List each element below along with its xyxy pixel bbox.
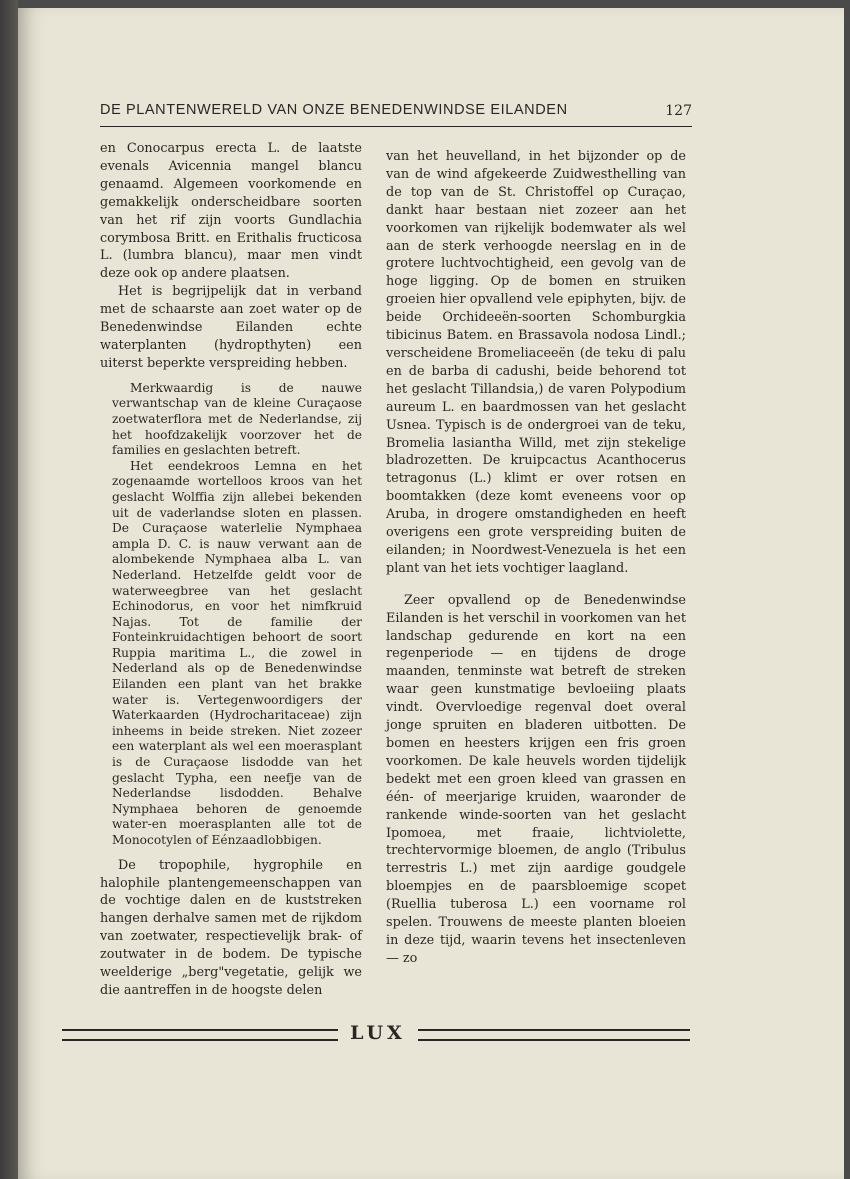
paragraph: Het is begrijpelijk dat in verband met de schaarste aan zoet water op de Benedenwindse Eilanden echte waterplanten (hydropthyten) een uiterst beperkte verspreiding hebben. [100,284,362,371]
header-title: DE PLANTENWERELD VAN ONZE BENEDENWINDSE EILANDEN [100,102,568,118]
paragraph: Het eendekroos Lemna en het zogenaamde wortelloos kroos van het geslacht Wolffia zijn allebei bekenden uit de vaderlandse sloten en plassen. De Curaçaose waterlelie Nymphaea ampla D. C. is nauw verwant aan de alombekende Nymphaea alba L. van Nederland. Hetzelfde geldt voor de waterweegbree van het geslacht Echinodorus, en voor het nimfkruid Najas. Tot de familie der Fonteinkruidachtigen behoort de soort Ruppia maritima L., die zowel in Nederland als op de Benedenwindse Eilanden een plant van het brakke water is. Vertegenwoordigers der Waterkaarden (Hydrocharitaceae) zijn inheems in beide streken. Niet zozeer een waterplant als wel een moerasplant is de Curaçaose lisdodde van het geslacht Typha, een neefje van de Nederlandse lisdodden. Behalve Nymphaea behoren de genoemde water-en moerasplanten alle tot de Monocotylen of Eénzaadlobbigen. [112,458,362,847]
paragraph: Merkwaardig is de nauwe verwantschap van de kleine Curaçaose zoetwaterflora met de Nederlandse, zij het hoofdzakelijk voorzover het de families en geslachten betreft. [112,380,362,458]
paragraph: De tropophile, hygrophile en halophile plantengemeenschappen van de vochtige dalen en de kuststreken hangen derhalve samen met de rijkdom van zoetwater, respectievelijk brak- of zoutwater in de bodem. De typische weelderige „berg"vegetatie, gelijk we die aantreffen in de hoogste delen [100,857,362,998]
footer-ornament [62,1023,690,1047]
page-number: 127 [665,103,692,119]
footer-rule-right [418,1029,690,1041]
running-header [100,100,692,127]
paragraph: Zeer opvallend op de Benedenwindse Eilanden is het verschil in voorkomen van het landschap gedurende en kort na een regenperiode — en tijdens de droge maanden, tenminste wat betreft de streken waar geen kunstmatige bevloeiing plaats vindt. Overvloedige regenval doet overal jonge spruiten en bladeren uitbotten. De bomen en heesters krijgen een fris groen voorkomen. De kale heuvels worden tijdelijk bedekt met een groen kleed van grassen en één- of meerjarige kruiden, waaronder de rankende winde-soorten van het geslacht Ipomoea, met fraaie, lichtviolette, trechtervormige bloemen, de anglo (Tribulus terrestris L.) met zijn aardige goudgele bloempjes en de paarsbloemige scopet (Ruellia tuberosa L.) een voorname rol spelen. Trouwens de meeste planten bloeien in deze tijd, waarin tevens het insectenleven — zo [386,592,686,966]
book-spine [0,0,18,1179]
footer-rule-left [62,1029,338,1041]
left-column [100,140,362,1000]
paragraph: en Conocarpus erecta L. de laatste evenals Avicennia mangel blancu genaamd. Algemeen voorkomende en gemakkelijk onderscheidbare soorten van het rif zijn voorts Gundlachia corymbosa Britt. en Erithalis fructicosa L. (lumbra blancu), maar men vindt deze ook op andere plaatsen. [100,141,362,282]
paragraph: van het heuvelland, in het bijzonder op de van de wind afgekeerde Zuidwesthelling van de top van de St. Christoffel op Curaçao, dankt haar bestaan niet zozeer aan het voorkomen van rijkelijk bodemwater als wel aan de sterk verhoogde neerslag en in de grotere luchtvochtigheid, een gevolg van de hoge ligging. Op de bomen en struiken groeien hier opvallend vele epiphyten, bijv. de beide Orchideeën-soorten Schomburgkia tibicinus Batem. en Brassavola nodosa Lindl.; verscheidene Bromeliaceeën (de teku di palu en de barba di cadushi, beide behorend tot het geslacht Tillandsia,) de varen Polypodium aureum L. en baardmossen van het geslacht Usnea. Typisch is de ondergroei van de teku, Bromelia lasiantha Willd, met zijn stekelige bladrozetten. De kruipcactus Acanthocerus tetragonus (L.) klimt er over rotsen en boomtakken (deze komt eveneens voor op Aruba, in drogere omstandigheden en heeft overigens een grote verspreiding buiten de eilanden; in Noordwest-Venezuela is het een plant van het iets vochtiger laagland. [386,149,686,576]
footer-mark: LUX [350,1022,406,1044]
right-column [386,148,686,968]
